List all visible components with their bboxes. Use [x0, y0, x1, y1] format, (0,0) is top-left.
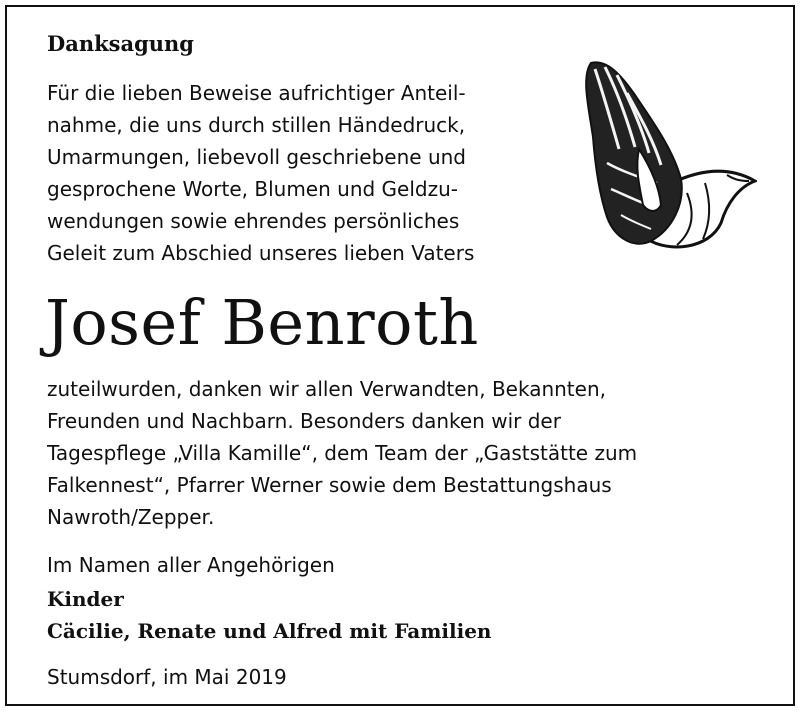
death-notice	[5, 5, 795, 706]
intro-line: Umarmungen, liebevoll geschriebene und	[47, 145, 466, 169]
notice-title: Danksagung	[47, 31, 194, 56]
intro-line: Für die lieben Beweise aufrichtiger Anteil-	[47, 81, 466, 105]
intro-line: nahme, die uns durch stillen Händedruck,	[47, 113, 466, 137]
thanks-paragraph	[47, 373, 637, 533]
intro-paragraph	[47, 77, 474, 269]
deceased-name: Josef Benroth	[45, 286, 479, 359]
thanks-line: Freunden und Nachbarn. Besonders danken wir der	[47, 409, 561, 433]
signature-names: Cäcilie, Renate und Alfred mit Familien	[47, 619, 492, 643]
intro-line: wendungen sowie ehrendes persönliches	[47, 209, 460, 233]
praying-hands-icon	[577, 53, 757, 253]
thanks-line: Nawroth/Zepper.	[47, 505, 215, 529]
thanks-line: zuteilwurden, danken wir allen Verwandten, Bekannten,	[47, 377, 606, 401]
place-date: Stumsdorf, im Mai 2019	[47, 665, 287, 689]
intro-line: Geleit zum Abschied unseres lieben Vaters	[47, 241, 475, 265]
signature-intro: Im Namen aller Angehörigen	[47, 553, 335, 577]
signature-relation: Kinder	[47, 587, 124, 611]
thanks-line: Tagespflege „Villa Kamille“, dem Team der „Gaststätte zum	[47, 441, 638, 465]
intro-line: gesprochene Worte, Blumen und Geldzu-	[47, 177, 458, 201]
thanks-line: Falkennest“, Pfarrer Werner sowie dem Bestattungshaus	[47, 473, 612, 497]
